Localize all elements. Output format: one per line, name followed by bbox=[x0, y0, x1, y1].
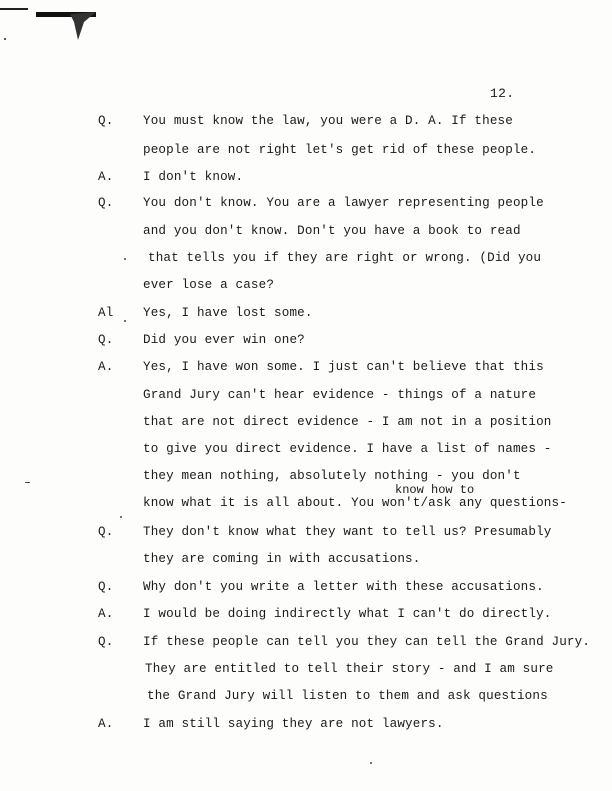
transcript-line bbox=[0, 635, 612, 655]
transcript-line bbox=[0, 170, 612, 190]
speaker-label: Q. bbox=[98, 580, 114, 594]
line-text: You must know the law, you were a D. A. If these bbox=[143, 114, 513, 128]
line-text: that are not direct evidence - I am not in a position bbox=[143, 415, 552, 429]
transcript-line bbox=[0, 525, 612, 545]
line-text: ever lose a case? bbox=[143, 278, 275, 292]
transcript-line bbox=[0, 306, 612, 326]
transcript-line bbox=[0, 251, 612, 271]
speaker-label: A. bbox=[98, 607, 114, 621]
line-text: Did you ever win one? bbox=[143, 333, 305, 347]
line-text: Why don't you write a letter with these accusations. bbox=[143, 580, 544, 594]
line-text: Yes, I have lost some. bbox=[143, 306, 313, 320]
margin-mark bbox=[370, 762, 372, 764]
transcript-line bbox=[0, 607, 612, 627]
transcript-line bbox=[0, 388, 612, 408]
line-text: to give you direct evidence. I have a list of names - bbox=[143, 442, 552, 456]
transcript-line bbox=[0, 333, 612, 353]
speaker-label: A. bbox=[98, 717, 114, 731]
line-text: and you don't know. Don't you have a book to read bbox=[143, 224, 521, 238]
speaker-label: A. bbox=[98, 170, 114, 184]
transcript-line bbox=[0, 415, 612, 435]
speaker-label: Q. bbox=[98, 196, 114, 210]
line-text: They are entitled to tell their story - and I am sure bbox=[145, 662, 554, 676]
transcript-line bbox=[0, 717, 612, 737]
line-text: know what it is all about. You won't/ask any questions- bbox=[143, 496, 567, 510]
line-text: they mean nothing, absolutely nothing - you don't bbox=[143, 469, 521, 483]
speaker-label: A. bbox=[98, 360, 114, 374]
margin-mark bbox=[120, 516, 122, 518]
interlinear-insertion: know how to bbox=[395, 483, 475, 497]
transcript-line bbox=[0, 662, 612, 682]
line-text: that tells you if they are right or wrong. (Did you bbox=[148, 251, 542, 265]
margin-mark bbox=[124, 258, 126, 260]
line-text: I am still saying they are not lawyers. bbox=[143, 717, 444, 731]
line-text: Yes, I have won some. I just can't believe that this bbox=[143, 360, 544, 374]
transcript-line bbox=[0, 469, 612, 489]
transcript-line bbox=[0, 114, 612, 134]
page-number: 12. bbox=[490, 86, 515, 101]
transcript-line bbox=[0, 143, 612, 163]
line-text: They don't know what they want to tell us? Presumably bbox=[143, 525, 552, 539]
line-text: I would be doing indirectly what I can't do directly. bbox=[143, 607, 552, 621]
line-text: If these people can tell you they can tell the Grand Jury. bbox=[143, 635, 591, 649]
transcript-line bbox=[0, 224, 612, 244]
speaker-label: Q. bbox=[98, 635, 114, 649]
transcript-line bbox=[0, 689, 612, 709]
margin-mark bbox=[124, 320, 126, 322]
transcript-line bbox=[0, 278, 612, 298]
speaker-label: Q. bbox=[98, 333, 114, 347]
speaker-label: Q. bbox=[98, 525, 114, 539]
line-text: Grand Jury can't hear evidence - things of a nature bbox=[143, 388, 537, 402]
line-text: they are coming in with accusations. bbox=[143, 552, 421, 566]
line-text: I don't know. bbox=[143, 170, 244, 184]
speaker-label: Q. bbox=[98, 114, 114, 128]
transcript-line bbox=[0, 580, 612, 600]
transcript-line bbox=[0, 360, 612, 380]
line-text: You don't know. You are a lawyer representing people bbox=[143, 196, 544, 210]
transcript-line bbox=[0, 196, 612, 216]
corner-scan-mark bbox=[0, 0, 110, 50]
line-text: the Grand Jury will listen to them and ask questions bbox=[147, 689, 548, 703]
transcript-line bbox=[0, 552, 612, 572]
transcript-line bbox=[0, 496, 612, 516]
speaker-label: Al bbox=[98, 306, 114, 320]
line-text: people are not right let's get rid of these people. bbox=[143, 143, 537, 157]
margin-mark bbox=[25, 482, 30, 483]
transcript-line bbox=[0, 442, 612, 462]
